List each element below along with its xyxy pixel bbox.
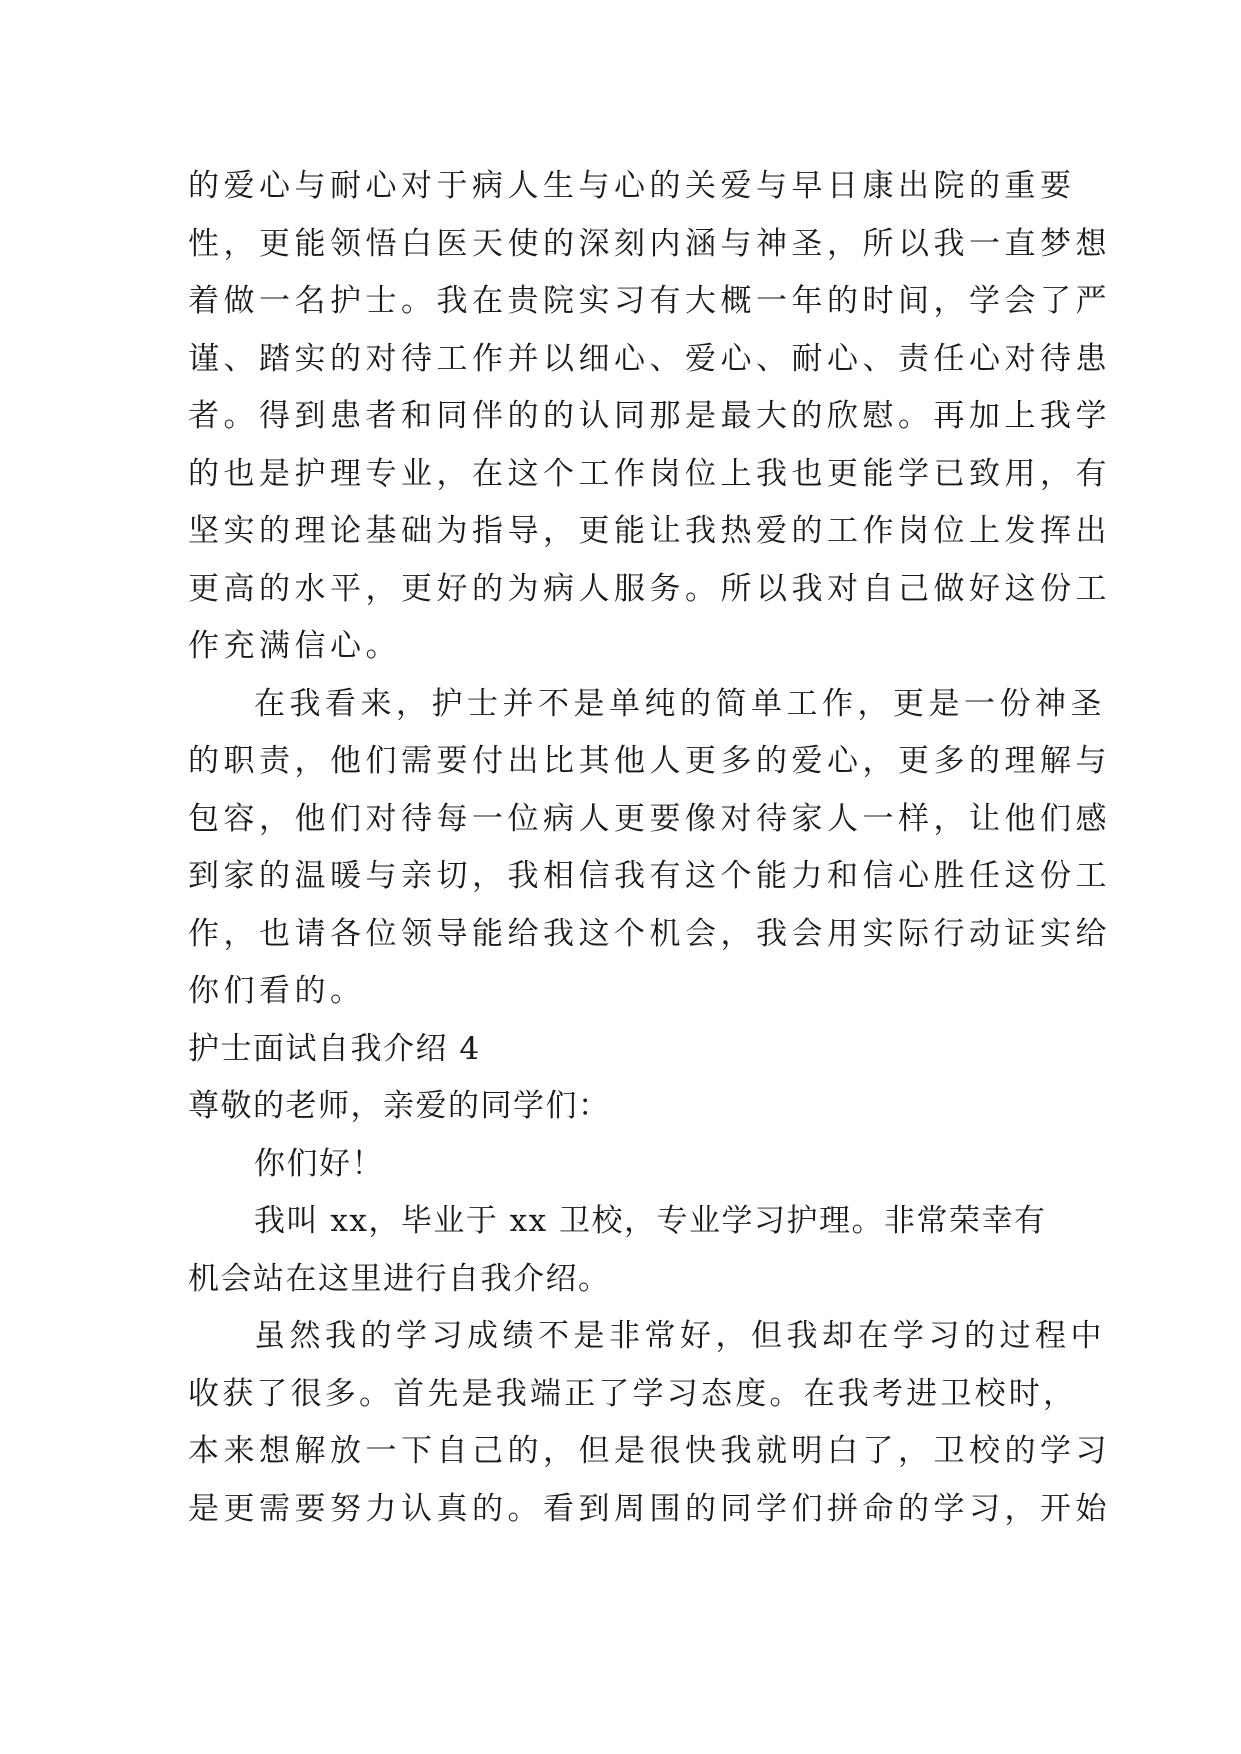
text-line-15: 你们看的。 <box>188 973 366 1009</box>
text-line-23: 本来想解放一下自己的，但是很快我就明白了，卫校的学习 <box>188 1433 1111 1469</box>
text-line-20: 机会站在这里进行自我介绍。 <box>188 1260 611 1297</box>
text-line-22: 收获了很多。首先是我端正了学习态度。在我考进卫校时， <box>188 1375 1078 1412</box>
text-line-10: 在我看来，护士并不是单纯的简单工作，更是一份神圣 <box>254 685 1106 722</box>
text-line-2: 性，更能领悟白医天使的深刻内涵与神圣，所以我一直梦想 <box>188 225 1111 262</box>
text-line-3: 着做一名护士。我在贵院实习有大概一年的时间，学会了严 <box>188 283 1111 319</box>
salutation-line: 尊敬的老师，亲爱的同学们： <box>188 1088 611 1124</box>
text-line-11: 的职责，他们需要付出比其他人更多的爱心，更多的理解与 <box>188 743 1111 779</box>
text-line-21: 虽然我的学习成绩不是非常好，但我却在学习的过程中 <box>254 1318 1106 1354</box>
text-line-14: 作，也请各位领导能给我这个机会，我会用实际行动证实给 <box>188 915 1111 952</box>
text-line-24: 是更需要努力认真的。看到周围的同学们拼命的学习，开始 <box>188 1490 1111 1527</box>
document-body <box>188 158 1111 1538</box>
text-line-1: 的爱心与耐心对于病人生与心的关爱与早日康出院的重要 <box>188 168 1076 204</box>
text-line-4: 谨、踏实的对待工作并以细心、爱心、耐心、责任心对待患 <box>188 340 1111 377</box>
text-line-9: 作充满信心。 <box>188 628 401 664</box>
greeting-line: 你们好！ <box>254 1145 384 1182</box>
text-line-5: 者。得到患者和同伴的的认同那是最大的欣慰。再加上我学 <box>188 398 1111 434</box>
text-line-6: 的也是护理专业，在这个工作岗位上我也更能学已致用，有 <box>188 455 1111 492</box>
text-line-19: 我叫 xx，毕业于 xx 卫校，专业学习护理。非常荣幸有 <box>254 1203 1047 1239</box>
text-line-7: 坚实的理论基础为指导，更能让我热爱的工作岗位上发挥出 <box>188 513 1111 549</box>
text-line-8: 更高的水平，更好的为病人服务。所以我对自己做好这份工 <box>188 570 1111 607</box>
text-line-12: 包容，他们对待每一位病人更要像对待家人一样，让他们感 <box>188 800 1111 837</box>
text-line-13: 到家的温暖与亲切，我相信我有这个能力和信心胜任这份工 <box>188 858 1111 894</box>
section-heading: 护士面试自我介绍 4 <box>188 1030 481 1067</box>
